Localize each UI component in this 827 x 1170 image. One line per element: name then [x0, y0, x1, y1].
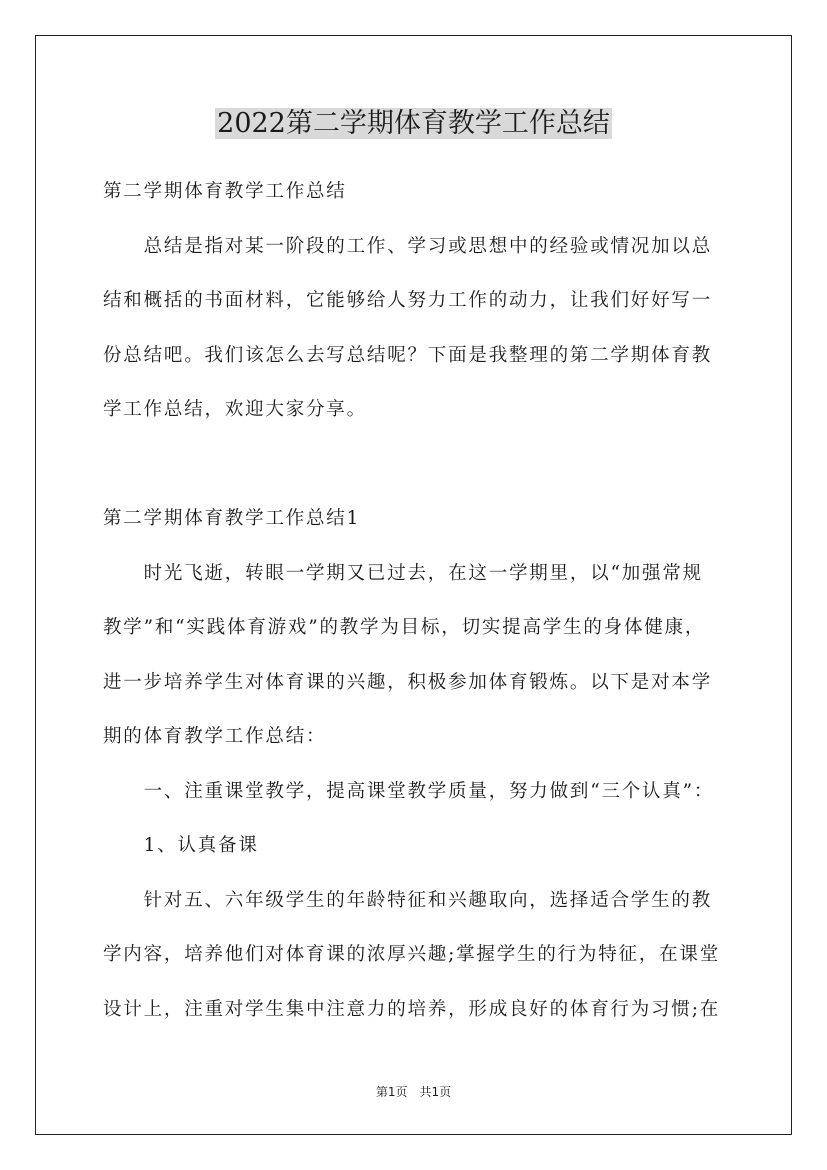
paragraph-line: 学工作总结，欢迎大家分享。	[103, 399, 367, 420]
paragraph-line: 教学”和“实践体育游戏”的教学为目标，切实提高学生的身体健康，	[103, 617, 706, 638]
paragraph-line: 总结是指对某一阶段的工作、学习或思想中的经验或情况加以总	[103, 236, 713, 257]
paragraph-line: 时光飞逝，转眼一学期又已过去，在这一学期里，以“加强常规	[103, 563, 703, 584]
paragraph-line: 进一步培养学生对体育课的兴趣，积极参加体育锻炼。以下是对本学	[103, 672, 713, 693]
document-title-text: 2022第二学期体育教学工作总结	[217, 108, 610, 139]
document-title	[0, 104, 827, 144]
paragraph-line: 针对五、六年级学生的年龄特征和兴趣取向，选择适合学生的教	[103, 890, 713, 911]
paragraph-line: 设计上，注重对学生集中注意力的培养，形成良好的体育行为习惯;在	[103, 999, 721, 1020]
section-heading: 第二学期体育教学工作总结	[103, 181, 347, 202]
page-number-footer: 第1页 共1页	[375, 1085, 452, 1099]
paragraph-line: 1、认真备课	[103, 835, 259, 856]
paragraph-line: 期的体育教学工作总结：	[103, 726, 327, 747]
section-heading: 第二学期体育教学工作总结1	[103, 508, 361, 529]
paragraph-line: 学内容，培养他们对体育课的浓厚兴趣;掌握学生的行为特征，在课堂	[103, 944, 721, 965]
paragraph-line: 结和概括的书面材料，它能够给人努力工作的动力，让我们好好写一	[103, 290, 713, 311]
paragraph-line: 一、注重课堂教学，提高课堂教学质量，努力做到“三个认真”：	[103, 781, 715, 802]
paragraph-line: 份总结吧。我们该怎么去写总结呢？下面是我整理的第二学期体育教	[103, 345, 713, 366]
